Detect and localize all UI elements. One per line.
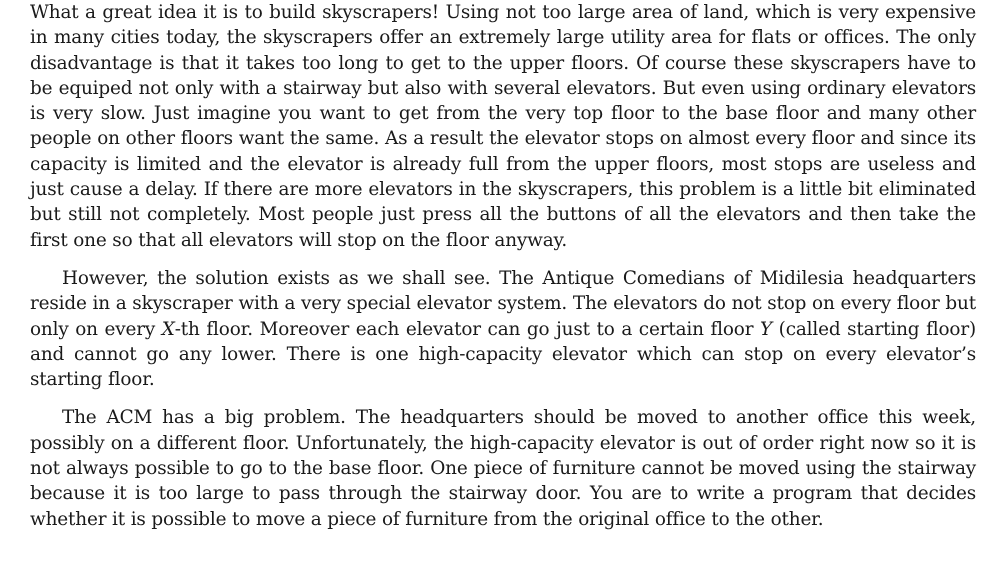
paragraph-elevator-system-text-2: -th floor. Moreover each elevator can go just to a certain floor [174,318,761,340]
paragraph-elevator-system [30,266,976,392]
paragraph-elevator-system-text-3: (called starting floor) and cannot go any lower. There is one high-capacity elevator which can stop on every elevator’s starting floor. [30,318,976,391]
math-variable-y: Y [760,318,773,340]
paragraph-elevator-system-text-1: However, the solution exists as we shall see. The Antique Comedians of Midilesia headquarters reside in a skyscraper with a very special elevator system. The elevators do not stop on every floor but only on every [30,267,976,340]
paragraph-intro-text: What a great idea it is to build skyscrapers! Using not too large area of land, which is very expensive in many cities today, the skyscrapers offer an extremely large utility area for flats or offices. The only disadvantage is that it takes too long to get to the upper floors. Of course these skyscrapers have to be equiped not only with a stairway but also with several elevators. But even using ordinary elevators is very slow. Just imagine you want to get from the very top floor to the base floor and many other people on other floors want the same. As a result the elevator stops on almost every floor and since its capacity is limited and the elevator is already full from the upper floors, most stops are useless and just cause a delay. If there are more elevators in the skyscrapers, this problem is a little bit eliminated but still not completely. Most people just press all the buttons of all the elevators and then take the first one so that all elevators will stop on the floor anyway. [30,2,976,251]
math-variable-x: X [161,318,175,340]
paragraph-problem-text: The ACM has a big problem. The headquarters should be moved to another office this week, possibly on a different floor. Unfortunately, the high-capacity elevator is out of order right now so it is not always possible to go to the base floor. One piece of furniture cannot be moved using the stairway because it is too large to pass through the stairway door. You are to write a program that decides whether it is possible to move a piece of furniture from the original office to the other. [30,407,976,530]
paragraph-problem [30,405,976,531]
paragraph-intro [30,0,976,253]
